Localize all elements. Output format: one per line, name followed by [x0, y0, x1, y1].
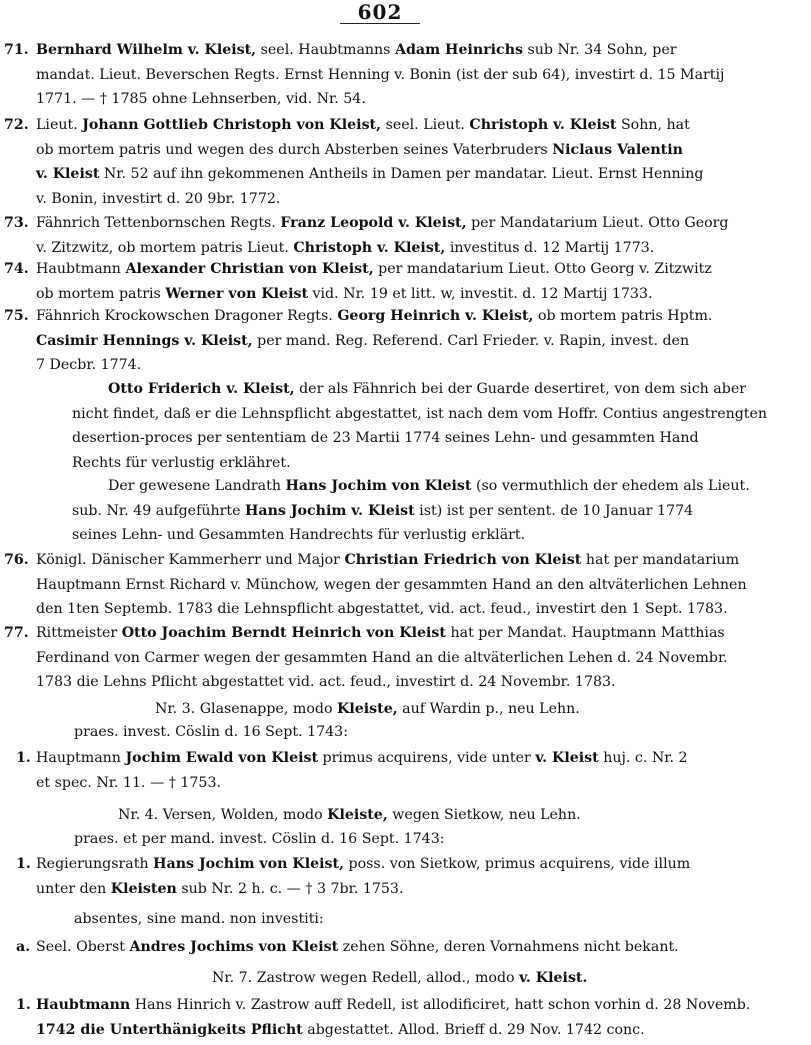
- page-number-rule: [340, 23, 420, 24]
- bold-name-span: v. Kleist: [535, 750, 599, 766]
- text-span: abgestattet. Allod. Brieff d. 29 Nov. 1742 conc.: [302, 1021, 645, 1038]
- bold-name-span: Haubtmann: [36, 997, 131, 1013]
- text-span: Fähnrich Krockowschen Dragoner Regts.: [36, 308, 338, 324]
- text-span: Lieut.: [36, 117, 83, 133]
- text-line: [36, 597, 728, 622]
- text-span: Der gewesene Landrath: [108, 478, 286, 494]
- text-line: [36, 646, 728, 671]
- text-span: Nr. 4. Versen, Wolden, modo: [118, 807, 328, 823]
- praes-line: praes. invest. Cöslin d. 16 Sept. 1743:: [74, 724, 348, 740]
- text-span: ob mortem patris und wegen des durch Absterben seines Vaterbruders: [36, 141, 553, 158]
- bold-name-span: Andres Jochims von Kleist: [129, 939, 339, 955]
- text-span: 7 Decbr. 1774.: [36, 357, 142, 373]
- page-number: 602: [357, 0, 403, 24]
- text-line: [36, 187, 280, 212]
- text-line: [108, 474, 750, 499]
- text-line: [36, 329, 689, 354]
- bold-name-span: Kleisten: [110, 880, 177, 897]
- text-span: seel. Lieut.: [381, 117, 470, 133]
- bold-name-span: Hans Jochim von Kleist,: [153, 856, 344, 872]
- bold-name-span: Jochim Ewald von Kleist: [125, 750, 319, 766]
- text-line: [36, 548, 739, 573]
- text-span: Seel. Oberst: [36, 939, 130, 955]
- text-span: vid. Nr. 19 et litt. w, investit. d. 12 Martij 1733.: [308, 285, 653, 302]
- text-span: ist) ist per sentent. de 10 Januar 1774: [414, 502, 694, 519]
- text-line: [155, 697, 580, 722]
- text-line: [36, 746, 688, 771]
- text-line: [36, 63, 724, 88]
- text-span: unter den: [36, 880, 111, 897]
- text-span: Rechts für verlustig erklähret.: [72, 454, 291, 471]
- text-span: seel. Haubtmanns: [256, 42, 395, 58]
- text-line: [36, 113, 690, 138]
- entry-number: 1.: [16, 997, 31, 1013]
- text-span: ob mortem patris Hptm.: [533, 308, 713, 324]
- entry-number: 1.: [16, 750, 31, 766]
- text-span: der als Fähnrich bei der Guarde desertiret, von dem sich aber: [294, 381, 747, 397]
- text-line: [36, 852, 690, 877]
- text-line: [36, 211, 729, 236]
- text-span: Sohn, hat: [616, 117, 690, 133]
- text-span: Hauptmann: [36, 750, 126, 766]
- text-span: huj. c. Nr. 2: [598, 750, 688, 766]
- text-span: den 1ten Septemb. 1783 die Lehnspflicht abgestattet, vid. act. feud., investirt den 1 Sept. 1783.: [36, 601, 728, 617]
- text-span: auf Wardin p., neu Lehn.: [397, 701, 580, 717]
- text-span: Königl. Dänischer Kammerherr und Major: [36, 552, 345, 568]
- text-span: Nr. 7. Zastrow wegen Redell, allod., modo: [212, 970, 520, 986]
- text-span: primus acquirens, vide unter: [318, 750, 536, 766]
- bold-name-span: Hans Jochim v. Kleist: [244, 502, 415, 519]
- bold-name-span: 1742 die Unterthänigkeits Pflicht: [36, 1021, 303, 1038]
- text-span: per mand. Reg. Referend. Carl Frieder. v. Rapin, invest. den: [252, 332, 690, 349]
- text-span: hat per mandatarium: [581, 552, 740, 568]
- bold-name-span: Christoph v. Kleist: [469, 117, 617, 133]
- text-span: v. Bonin, investirt d. 20 9br. 1772.: [36, 190, 281, 207]
- bold-name-span: Johann Gottlieb Christoph von Kleist,: [82, 117, 382, 133]
- text-span: 1771. — † 1785 ohne Lehnserben, vid. Nr. 54.: [36, 91, 366, 107]
- text-span: Hauptmann Ernst Richard v. Münchow, wegen der gesammten Hand an den altväterlichen Lehnen: [36, 576, 747, 593]
- text-span: Nr. 52 auf ihn gekommenen Antheils in Damen per mandatar. Lieut. Ernst Henning: [99, 166, 704, 182]
- entry-number: 75.: [4, 308, 29, 324]
- text-line: [36, 771, 221, 796]
- text-span: 1783 die Lehns Pflicht abgestattet vid. act. feud., investirt d. 24 Novembr. 1783.: [36, 674, 616, 690]
- text-line: [108, 377, 746, 402]
- text-span: mandat. Lieut. Beverschen Regts. Ernst Henning v. Bonin (ist der sub 64), investirt d. 15 Martij: [36, 66, 725, 83]
- entry-number: 73.: [4, 215, 29, 231]
- text-span: per Mandatarium Lieut. Otto Georg: [466, 215, 729, 231]
- text-span: sub Nr. 34 Sohn, per: [523, 42, 677, 58]
- bold-name-span: v. Kleist.: [519, 970, 588, 986]
- text-line: [36, 877, 403, 902]
- bold-name-span: Werner von Kleist: [165, 285, 308, 302]
- bold-name-span: Adam Heinrichs: [394, 42, 523, 58]
- entry-number: 1.: [16, 856, 31, 872]
- text-line: [118, 803, 581, 828]
- bold-name-span: Franz Leopold v. Kleist,: [280, 215, 467, 231]
- text-line: [36, 257, 712, 282]
- text-span: per mandatarium Lieut. Otto Georg v. Zitzwitz: [373, 261, 712, 277]
- text-span: sub. Nr. 49 aufgeführte: [72, 502, 245, 519]
- text-line: [72, 402, 767, 427]
- text-span: nicht findet, daß er die Lehnspflicht abgestattet, ist nach dem vom Hoffr. Contius angestrengten: [72, 405, 768, 422]
- text-line: [36, 935, 679, 960]
- bold-name-span: Otto Joachim Berndt Heinrich von Kleist: [121, 625, 446, 641]
- text-span: Ferdinand von Carmer wegen der gesammten Hand an die altväterlichen Lehen d. 24 Novembr.: [36, 649, 728, 666]
- bold-name-span: Niclaus Valentin: [552, 141, 683, 158]
- text-span: Haubtmann: [36, 261, 126, 277]
- text-span: poss. von Sietkow, primus acquirens, vide illum: [344, 856, 691, 872]
- bold-name-span: Alexander Christian von Kleist,: [125, 261, 374, 277]
- absentes-line: absentes, sine mand. non investiti:: [74, 911, 324, 927]
- text-line: [36, 38, 677, 63]
- text-span: ob mortem patris: [36, 285, 166, 302]
- bold-name-span: Otto Friderich v. Kleist,: [108, 381, 295, 397]
- bold-name-span: Kleiste,: [327, 807, 388, 823]
- text-span: wegen Sietkow, neu Lehn.: [387, 807, 581, 823]
- text-line: [36, 282, 653, 307]
- bold-name-span: Christian Friedrich von Kleist: [344, 552, 582, 568]
- bold-name-span: Casimir Hennings v. Kleist,: [36, 332, 253, 349]
- text-span: zehen Söhne, deren Vornahmens nicht bekant.: [338, 939, 679, 955]
- text-span: Hans Hinrich v. Zastrow auff Redell, ist allodificiret, hatt schon vorhin d. 28 Novemb.: [130, 997, 751, 1013]
- entry-number: 76.: [4, 552, 29, 568]
- text-line: [36, 1018, 645, 1043]
- text-span: Rittmeister: [36, 625, 122, 641]
- text-line: [36, 162, 703, 187]
- text-line: [72, 426, 699, 451]
- text-line: [36, 353, 141, 378]
- text-span: sub Nr. 2 h. c. — † 3 7br. 1753.: [176, 880, 404, 897]
- text-line: [36, 993, 750, 1018]
- text-line: [36, 573, 747, 598]
- text-line: [36, 138, 683, 163]
- entry-number: a.: [16, 939, 31, 955]
- bold-name-span: Georg Heinrich v. Kleist,: [337, 308, 534, 324]
- text-span: (so vermuthlich der ehedem als Lieut.: [471, 478, 750, 494]
- entry-number: 71.: [4, 42, 29, 58]
- bold-name-span: Christoph v. Kleist,: [293, 239, 446, 256]
- text-line: [36, 304, 712, 329]
- text-line: [72, 523, 525, 548]
- text-line: [212, 966, 587, 991]
- entry-number: 74.: [4, 261, 29, 277]
- text-line: [36, 670, 616, 695]
- text-span: et spec. Nr. 11. — † 1753.: [36, 774, 221, 791]
- text-line: [36, 87, 366, 112]
- text-line: [36, 621, 725, 646]
- praes-line: praes. et per mand. invest. Cöslin d. 16 Sept. 1743:: [74, 831, 445, 847]
- bold-name-span: Hans Jochim von Kleist: [285, 478, 472, 494]
- entry-number: 77.: [4, 625, 29, 641]
- text-span: hat per Mandat. Hauptmann Matthias: [445, 625, 725, 641]
- bold-name-span: Kleiste,: [337, 701, 398, 717]
- text-span: v. Zitzwitz, ob mortem patris Lieut.: [36, 239, 294, 256]
- text-span: Fähnrich Tettenbornschen Regts.: [36, 215, 281, 231]
- text-span: Nr. 3. Glasenappe, modo: [155, 701, 338, 717]
- bold-name-span: Bernhard Wilhelm v. Kleist,: [36, 42, 257, 58]
- text-span: investitus d. 12 Martij 1773.: [445, 239, 655, 256]
- bold-name-span: v. Kleist: [36, 166, 100, 182]
- text-span: desertion-proces per sententiam de 23 Martii 1774 seines Lehn- und gesammten Hand: [72, 430, 699, 446]
- text-line: [72, 499, 693, 524]
- text-line: [72, 451, 291, 476]
- text-span: seines Lehn- und Gesammten Handrechts für verlustig erklärt.: [72, 527, 526, 543]
- text-span: Regierungsrath: [36, 856, 154, 872]
- entry-number: 72.: [4, 117, 29, 133]
